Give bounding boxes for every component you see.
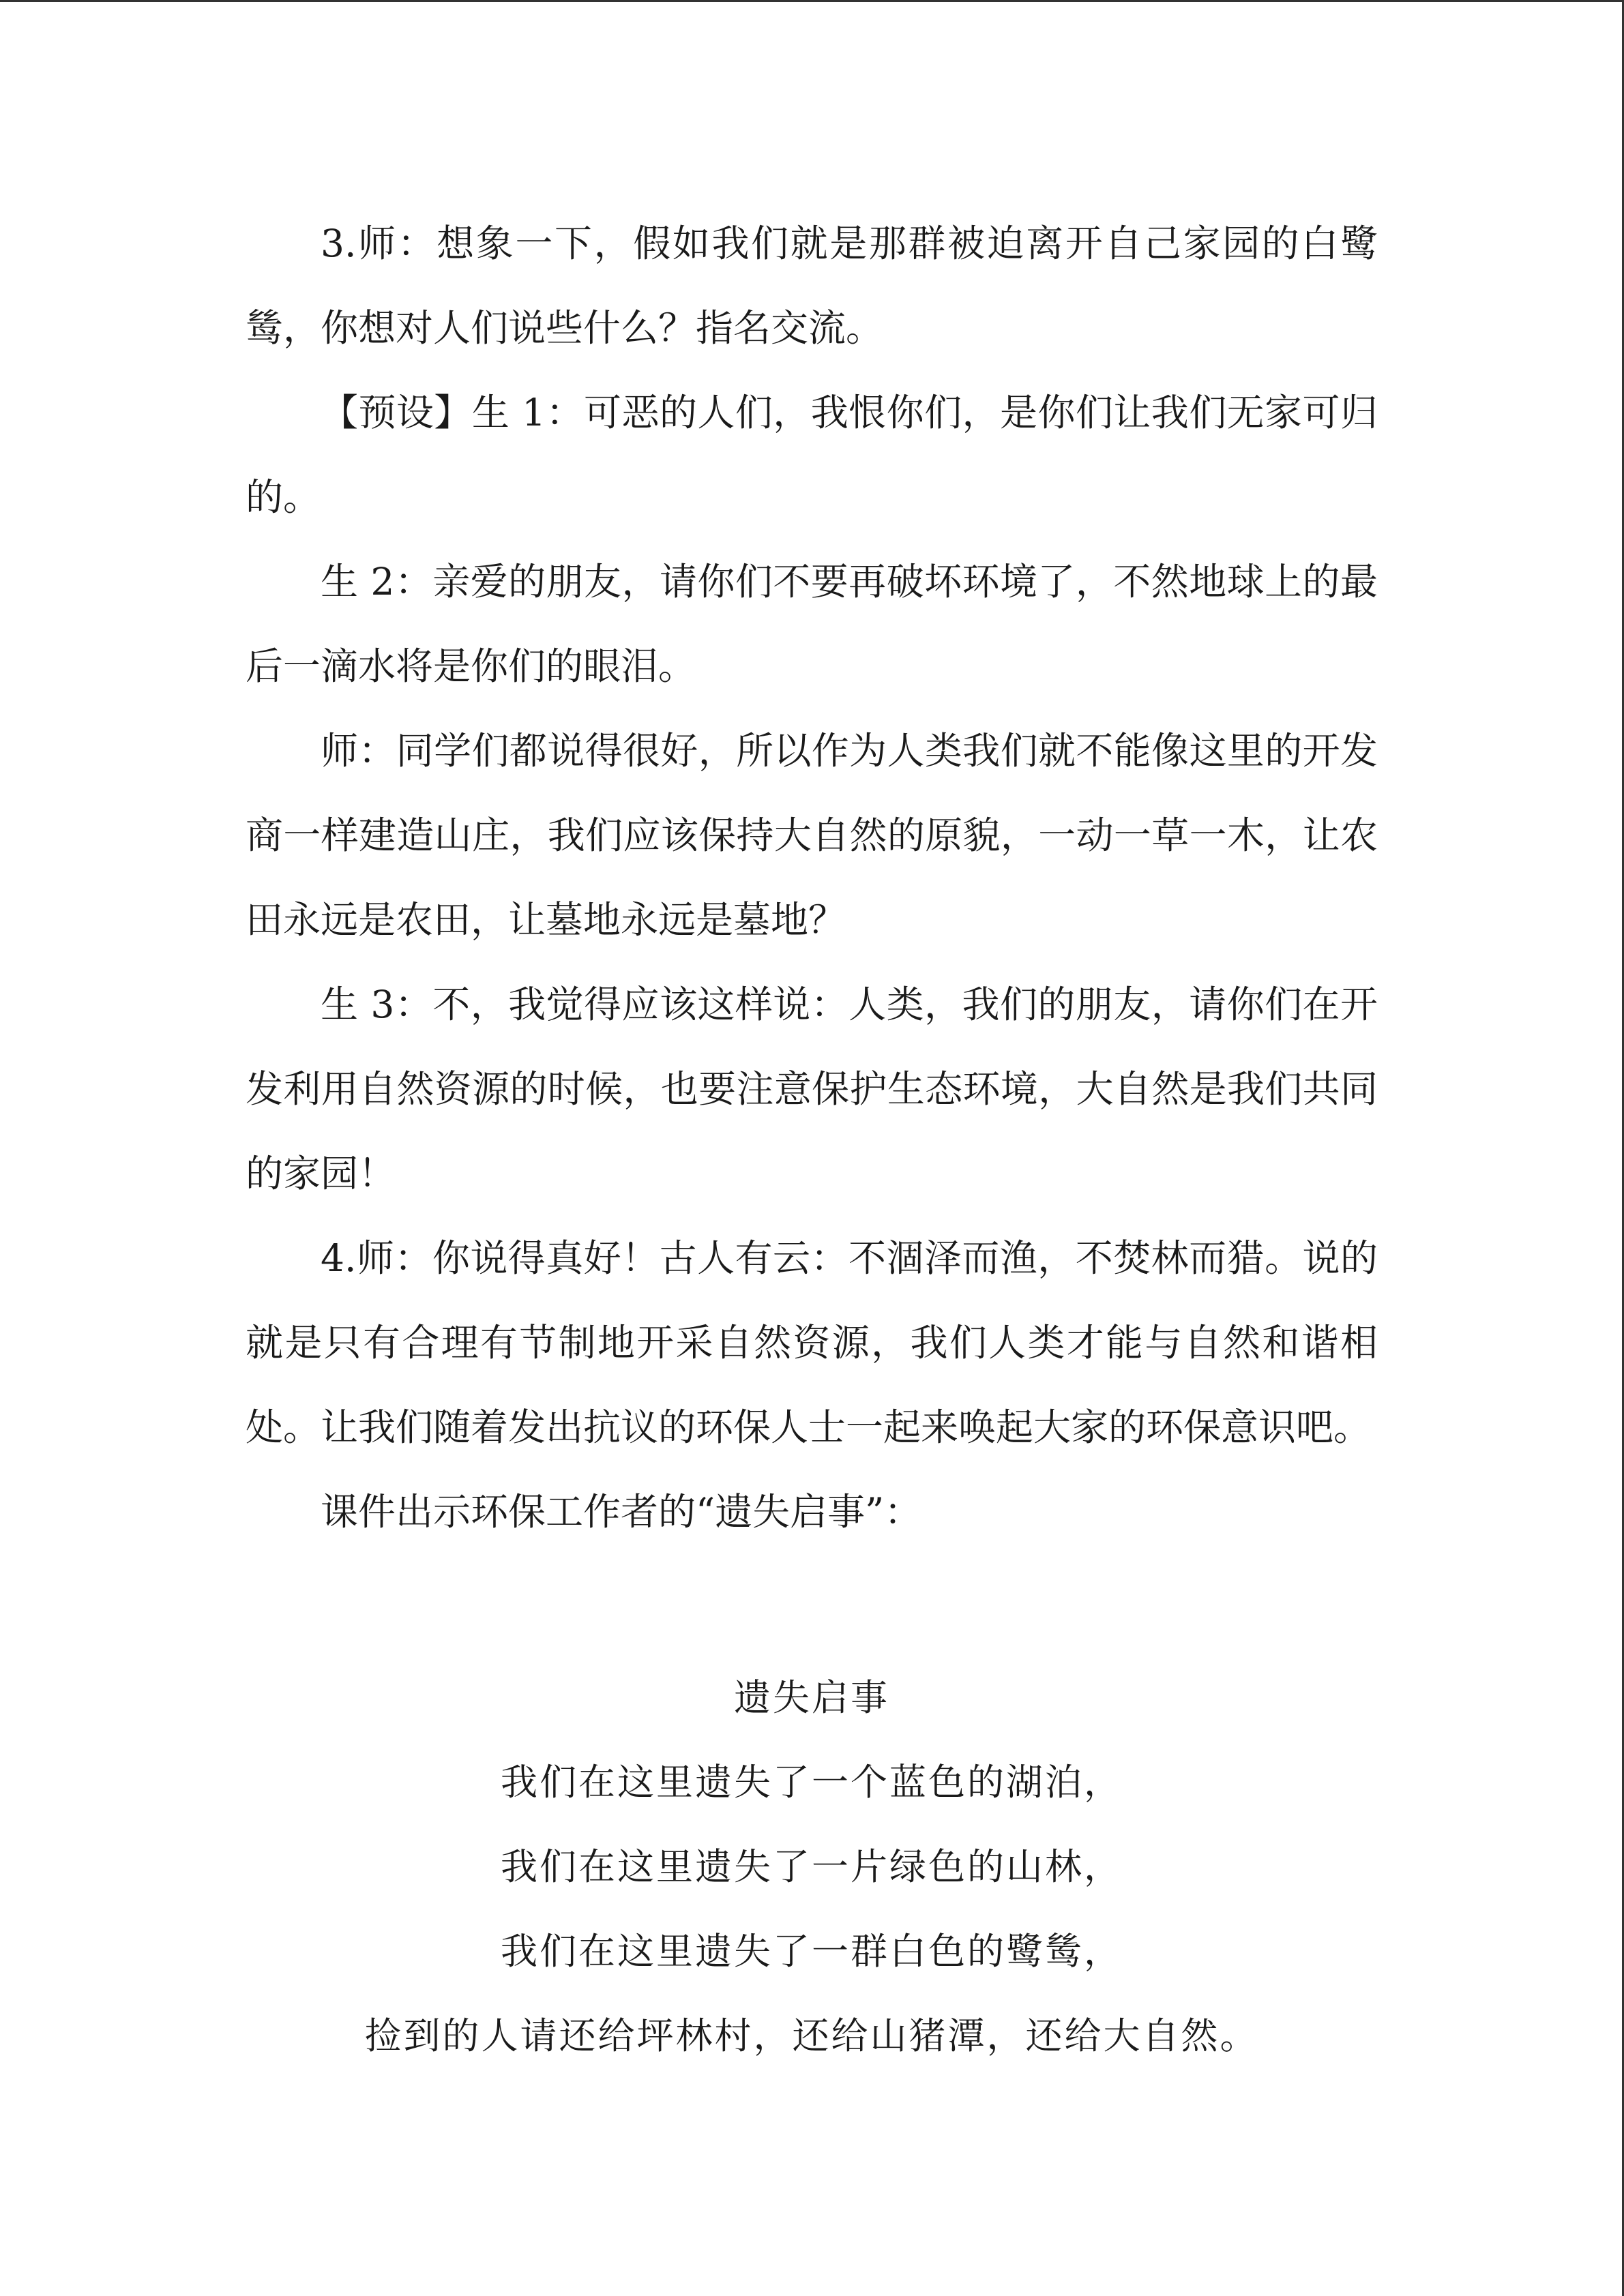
notice-line: 我们在这里遗失了一片绿色的山林， xyxy=(501,1845,1123,1888)
paragraph-student-2: 生 2：亲爱的朋友，请你们不要再破坏环境了，不然地球上的最后一滴水将是你们的眼泪。 xyxy=(246,560,1378,688)
paragraph-teacher-imagine: 3.师：想象一下，假如我们就是那群被迫离开自己家园的白鹭鸶，你想对人们说些什么？指名交流。 xyxy=(246,222,1378,350)
notice-line: 我们在这里遗失了一个蓝色的湖泊， xyxy=(501,1761,1123,1804)
paragraph-student-1: 【预设】生 1：可恶的人们，我恨你们，是你们让我们无家可归的。 xyxy=(246,391,1378,519)
body-text xyxy=(246,201,1378,1554)
lost-notice xyxy=(246,1656,1378,2078)
notice-line: 我们在这里遗失了一群白色的鹭鸶， xyxy=(501,1930,1123,1973)
paragraph-teacher-response: 师：同学们都说得很好，所以作为人类我们就不能像这里的开发商一样建造山庄，我们应该保持大自然的原貌，一动一草一木，让农田永远是农田，让墓地永远是墓地？ xyxy=(246,729,1378,942)
notice-line: 捡到的人请还给坪林村，还给山猪潭，还给大自然。 xyxy=(364,2014,1259,2057)
paragraph-student-3: 生 3：不，我觉得应该这样说：人类，我们的朋友，请你们在开发利用自然资源的时候，也要注意保护生态环境，大自然是我们共同的家园！ xyxy=(246,983,1378,1195)
paragraph-teacher-ancient-saying: 4.师：你说得真好！古人有云：不涸泽而渔，不焚林而猎。说的就是只有合理有节制地开采自然资源，我们人类才能与自然和谐相处。让我们随着发出抗议的环保人士一起来唤起大家的环保意识吧。 xyxy=(246,1236,1378,1449)
notice-title: 遗失启事 xyxy=(734,1676,889,1719)
paragraph-courseware-intro: 课件出示环保工作者的“遗失启事”： xyxy=(321,1490,922,1534)
